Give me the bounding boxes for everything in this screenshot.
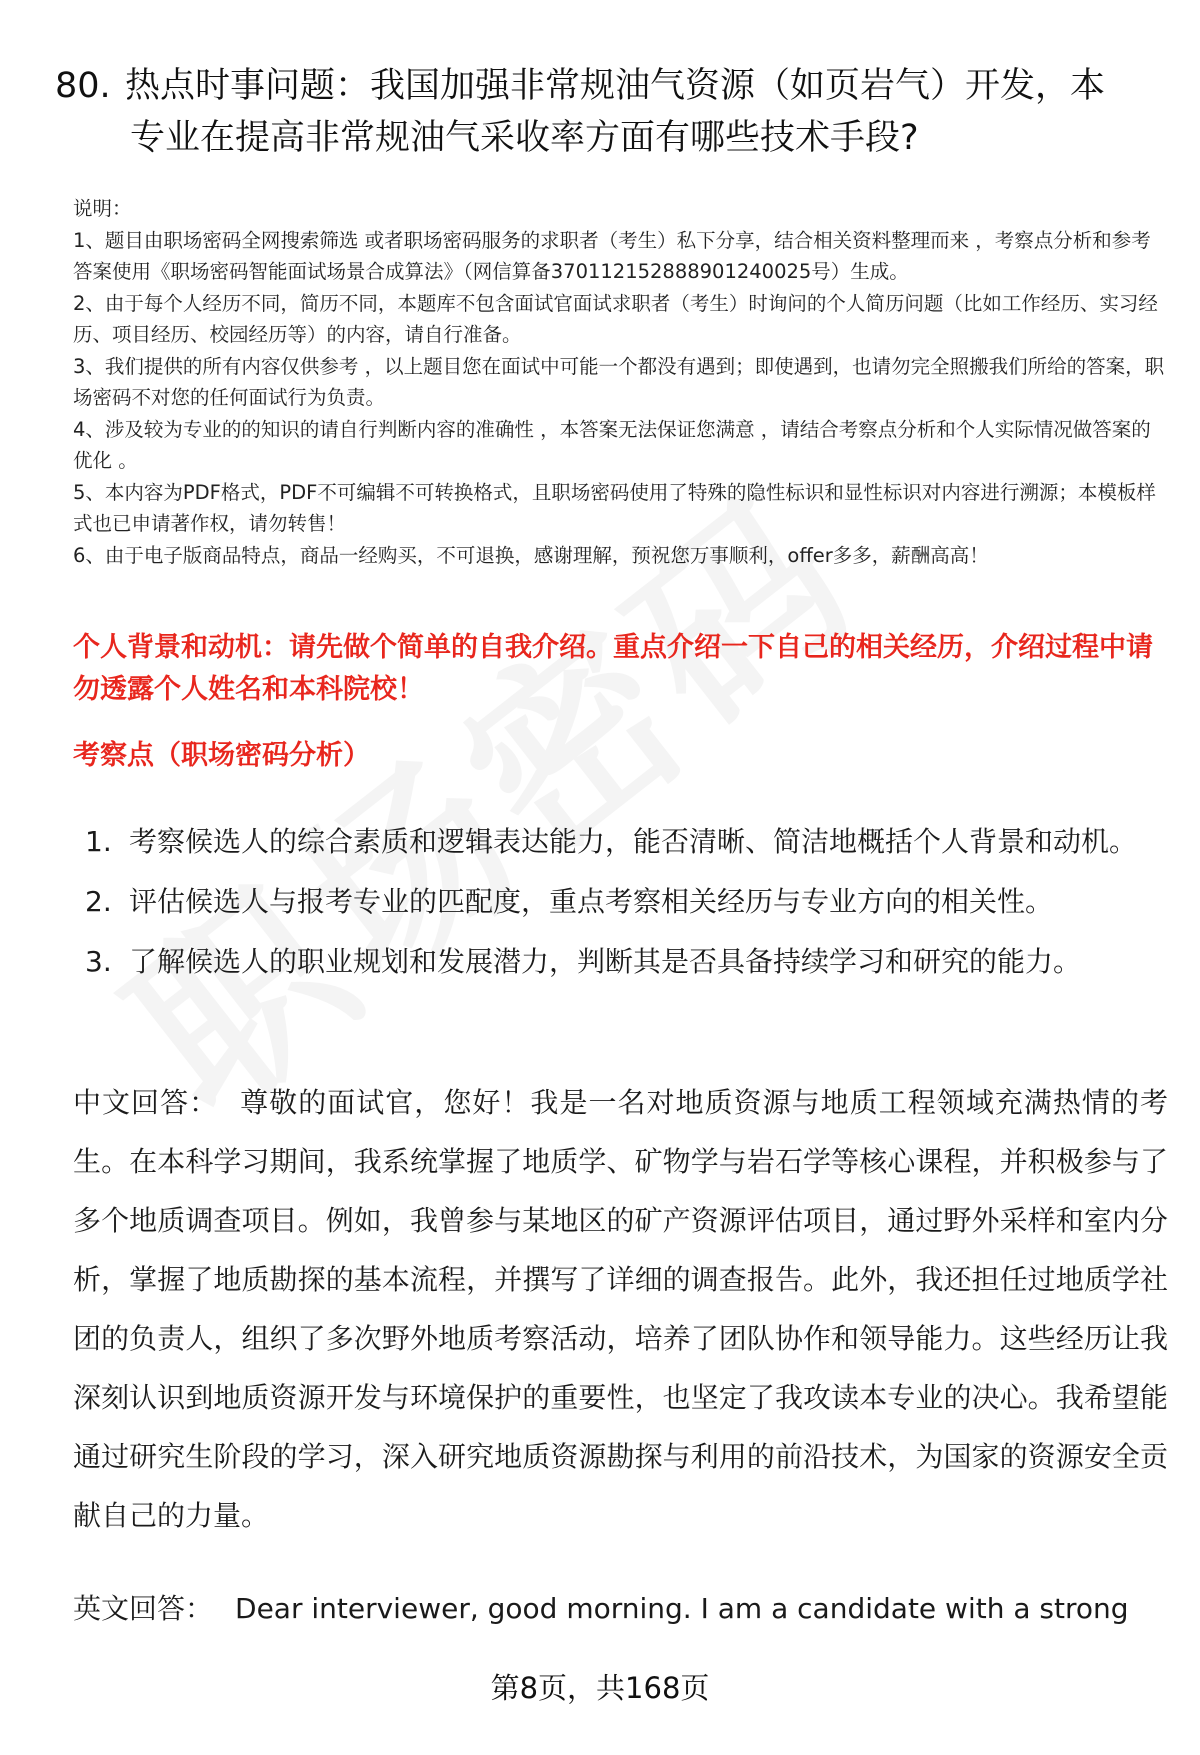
analysis-point: 1. 考察候选人的综合素质和逻辑表达能力，能否清晰、简洁地概括个人背景和动机。 <box>85 825 1138 858</box>
analysis-point: 2. 评估候选人与报考专业的匹配度，重点考察相关经历与专业方向的相关性。 <box>85 885 1054 918</box>
chinese-answer-label: 中文回答： <box>73 1086 219 1119</box>
background-question: 个人背景和动机：请先做个简单的自我介绍。重点介绍一下自己的相关经历，介绍过程中请勿透露个人姓名和本科院校！ <box>73 632 1153 705</box>
chinese-answer-text: 尊敬的面试官，您好！我是一名对地质资源与地质工程领域充满热情的考生。在本科学习期间，我系统掌握了地质学、矿物学与岩石学等核心课程，并积极参与了多个地质调查项目。例如，我曾参与某地区的矿产资源评估项目，通过野外采样和室内分析，掌握了地质勘探的基本流程，并撰写了详细的调查报告。此外，我还担任过地质学社团的负责人，组织了多次野外地质考察活动，培养了团队协作和领导能力。这些经历让我深刻认识到地质资源开发与环境保护的重要性，也坚定了我攻读本专业的决心。我希望能通过研究生阶段的学习，深入研究地质资源勘探与利用的前沿技术，为国家的资源安全贡献自己的力量。 <box>73 1086 1168 1532</box>
notes-item: 4、涉及较为专业的的知识的请自行判断内容的准确性 ，本答案无法保证您满意 ，请结合考察点分析和个人实际情况做答案的优化 。 <box>73 417 1151 472</box>
analysis-point: 3. 了解候选人的职业规划和发展潜力，判断其是否具备持续学习和研究的能力。 <box>85 945 1082 978</box>
question-line-2: 专业在提高非常规油气采收率方面有哪些技术手段? <box>130 118 919 158</box>
page-footer: 第8页，共168页 <box>490 1671 710 1705</box>
english-answer <box>73 1580 1168 1638</box>
notes-item: 3、我们提供的所有内容仅供参考 ，以上题目您在面试中可能一个都没有遇到；即使遇到，也请勿完全照搬我们所给的答案，职场密码不对您的任何面试行为负责。 <box>73 354 1165 409</box>
notes-item: 1、题目由职场密码全网搜索筛选 或者职场密码服务的求职者（考生）私下分享，结合相关资料整理而来 ，考察点分析和参考答案使用《职场密码智能面试场景合成算法》（网信算备370112152888901240025号）生成。 <box>73 228 1151 283</box>
analysis-heading: 考察点（职场密码分析） <box>73 740 370 771</box>
notes-section <box>73 193 1168 571</box>
notes-item: 2、由于每个人经历不同，简历不同，本题库不包含面试官面试求职者（考生）时询问的个人简历问题（比如工作经历、实习经历、项目经历、校园经历等）的内容，请自行准备。 <box>73 291 1158 346</box>
question-line-1: 80. 热点时事问题：我国加强非常规油气资源（如页岩气）开发，本 <box>55 60 1165 112</box>
notes-item: 6、由于电子版商品特点，商品一经购买，不可退换，感谢理解，预祝您万事顺利，offer多多，薪酬高高！ <box>73 543 989 567</box>
chinese-answer <box>73 1073 1168 1545</box>
english-answer-label: 英文回答： <box>73 1592 214 1625</box>
notes-heading: 说明： <box>73 197 132 220</box>
question-number: 80. <box>55 66 111 106</box>
question-title <box>55 60 1165 164</box>
analysis-points <box>85 813 1170 991</box>
notes-item: 5、本内容为PDF格式，PDF不可编辑不可转换格式，且职场密码使用了特殊的隐性标识和显性标识对内容进行溯源；本模板样式也已申请著作权，请勿转售！ <box>73 480 1156 535</box>
english-answer-text: Dear interviewer, good morning. I am a candidate with a strong <box>235 1592 1129 1625</box>
